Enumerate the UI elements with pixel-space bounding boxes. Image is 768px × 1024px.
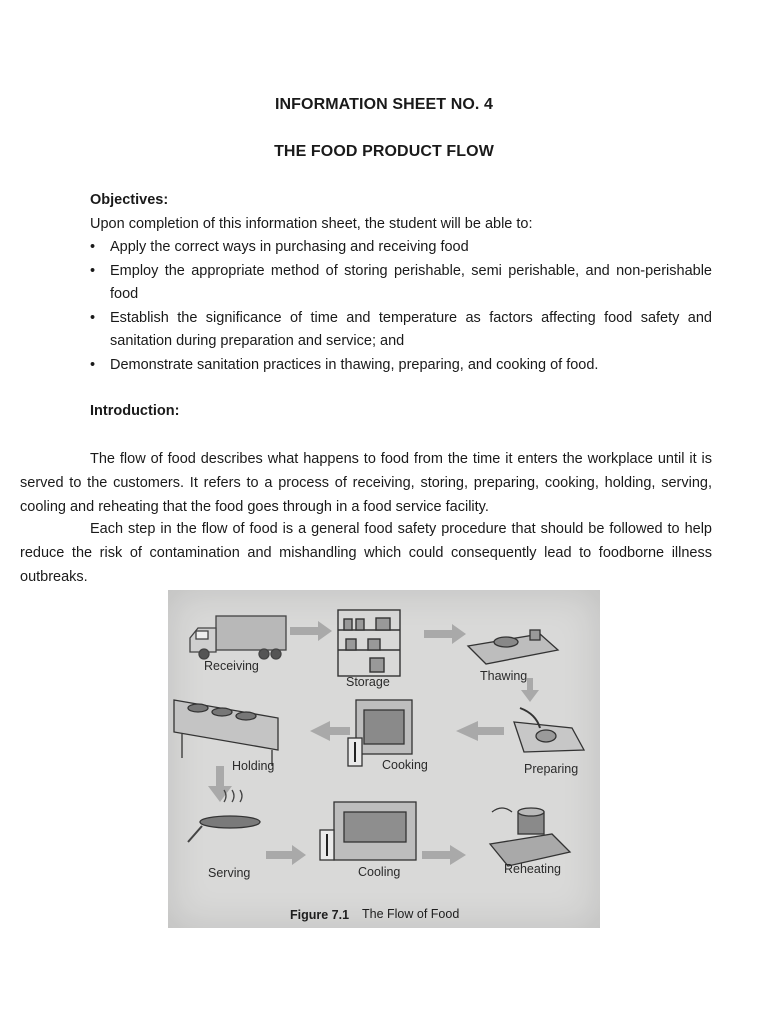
objective-item: • Demonstrate sanitation practices in thawing, preparing, and cooking of food. bbox=[90, 354, 712, 378]
objectives-heading: Objectives: bbox=[90, 192, 169, 208]
introduction-paragraph: Each step in the flow of food is a general food safety procedure that should be followed to help reduce the risk of contamination and mishandling which could consequently lead to foodborne illness outbreaks. bbox=[20, 521, 712, 585]
step-label-cooking: Cooking bbox=[382, 758, 428, 772]
introduction-heading: Introduction: bbox=[90, 403, 180, 419]
sink-icon bbox=[468, 630, 558, 664]
refrigerator-icon bbox=[320, 802, 416, 860]
arrow-right-icon bbox=[422, 845, 466, 865]
step-label-receiving: Receiving bbox=[204, 659, 259, 673]
arrow-left-icon bbox=[456, 721, 504, 741]
flow-diagram bbox=[168, 590, 600, 928]
stove-pot-icon bbox=[490, 808, 570, 866]
flow-of-food-figure bbox=[168, 590, 600, 928]
serving-platter-icon bbox=[188, 790, 260, 842]
introduction-paragraph: The flow of food describes what happens to food from the time it enters the workplace until it is served to the customers. It refers to a process of receiving, storing, preparing, cooking, holding, serving, cooling and reheating that the food goes through in a food service facility. bbox=[20, 451, 712, 515]
step-label-reheating: Reheating bbox=[504, 862, 561, 876]
objective-item: • Apply the correct ways in purchasing and receiving food bbox=[90, 236, 712, 260]
arrow-right-icon bbox=[266, 845, 306, 865]
steam-table-icon bbox=[174, 700, 278, 766]
truck-icon bbox=[190, 616, 286, 659]
step-label-holding: Holding bbox=[232, 759, 275, 773]
objectives-list bbox=[90, 236, 712, 377]
step-label-thawing: Thawing bbox=[480, 669, 528, 683]
step-label-cooling: Cooling bbox=[358, 865, 401, 879]
step-label-serving: Serving bbox=[208, 866, 251, 880]
shelving-icon bbox=[338, 610, 400, 676]
objective-item: • Establish the significance of time and temperature as factors affecting food safety and sanitation during preparation and service; and bbox=[90, 307, 712, 354]
oven-icon bbox=[348, 700, 412, 766]
arrow-down-icon bbox=[208, 766, 232, 802]
arrow-left-icon bbox=[310, 721, 350, 741]
step-label-storage: Storage bbox=[346, 675, 390, 689]
sheet-subtitle: THE FOOD PRODUCT FLOW bbox=[274, 143, 494, 160]
figure-caption-text: The Flow of Food bbox=[362, 907, 460, 921]
step-label-preparing: Preparing bbox=[524, 762, 579, 776]
objectives-lead: Upon completion of this information sheet, the student will be able to: bbox=[90, 216, 533, 232]
cutting-board-icon bbox=[514, 708, 584, 752]
objective-item: • Employ the appropriate method of storing perishable, semi perishable, and non-perishable food bbox=[90, 260, 712, 307]
arrow-right-icon bbox=[290, 621, 332, 641]
sheet-title: INFORMATION SHEET NO. 4 bbox=[274, 96, 493, 113]
figure-caption-number: Figure 7.1 bbox=[290, 908, 350, 922]
arrow-right-icon bbox=[424, 624, 466, 644]
